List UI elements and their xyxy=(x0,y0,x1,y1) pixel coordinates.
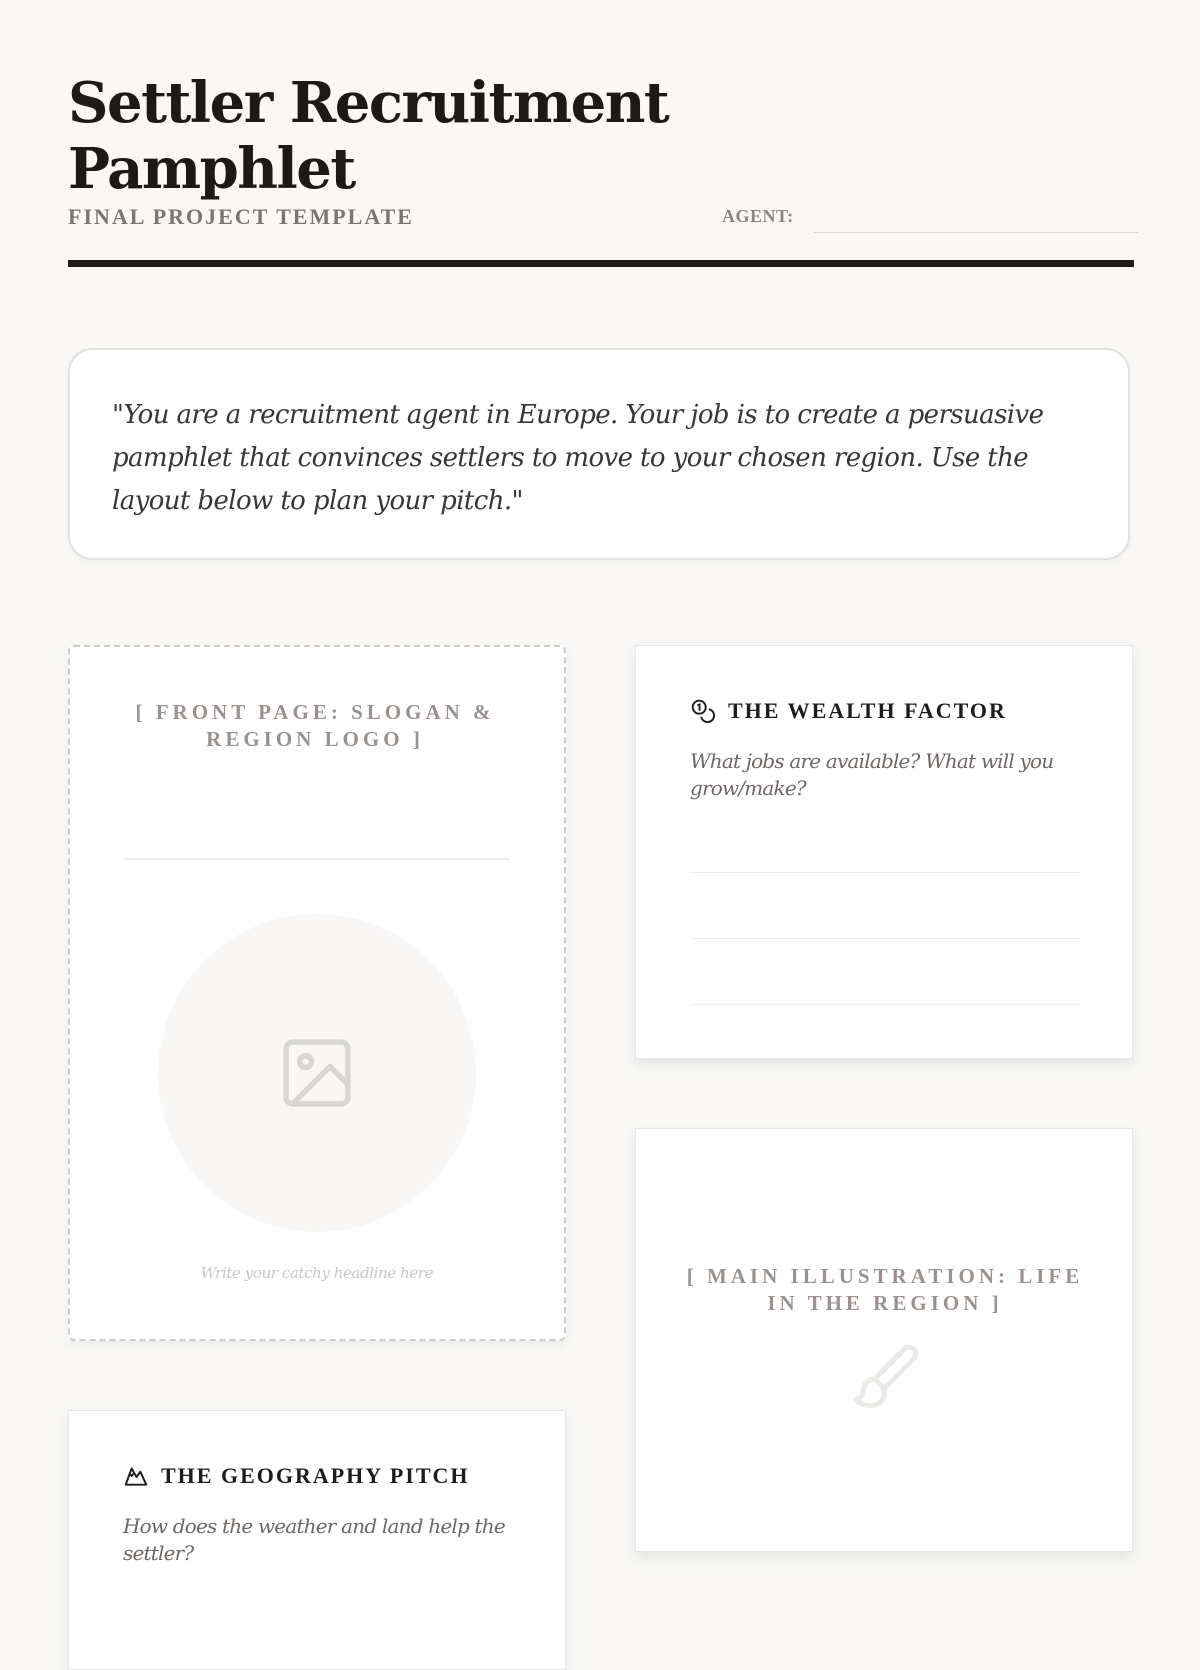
agent-label: AGENT: xyxy=(722,206,794,226)
main-illustration-card[interactable] xyxy=(635,1128,1133,1552)
front-page-heading: [ FRONT PAGE: SLOGAN & REGION LOGO ] xyxy=(135,700,495,751)
page-subtitle: FINAL PROJECT TEMPLATE xyxy=(68,204,414,229)
wealth-factor-card xyxy=(635,645,1133,1059)
slogan-line[interactable] xyxy=(124,858,510,860)
coins-icon xyxy=(690,698,716,724)
geography-pitch-question: How does the weather and land help the settler? xyxy=(123,1514,505,1565)
front-page-card[interactable] xyxy=(68,645,566,1341)
answer-line[interactable] xyxy=(690,1004,1080,1005)
wealth-factor-header xyxy=(690,698,1007,724)
headline-hint: Write your catchy headline here xyxy=(200,1264,434,1282)
prompt-box xyxy=(68,348,1130,560)
worksheet-page xyxy=(68,0,1134,1600)
paintbrush-icon xyxy=(846,1341,922,1417)
header-divider xyxy=(68,260,1134,267)
image-icon xyxy=(278,1034,356,1112)
geography-pitch-header xyxy=(123,1463,470,1489)
mountain-icon xyxy=(123,1463,149,1489)
wealth-factor-title: THE WEALTH FACTOR xyxy=(728,698,1007,723)
prompt-text: "You are a recruitment agent in Europe. Your job is to create a persuasive pamphlet that convinces settlers to move to your chosen region. Use the layout below to plan your pitch." xyxy=(112,400,1044,516)
answer-line[interactable] xyxy=(690,872,1080,873)
page-title: Settler Recruitment Pamphlet xyxy=(68,70,669,202)
answer-line[interactable] xyxy=(690,938,1080,939)
geography-pitch-title: THE GEOGRAPHY PITCH xyxy=(161,1463,470,1488)
main-illustration-heading: [ MAIN ILLUSTRATION: LIFE IN THE REGION ] xyxy=(686,1264,1084,1315)
geography-pitch-card xyxy=(68,1410,566,1670)
logo-image-placeholder[interactable] xyxy=(158,914,476,1232)
wealth-factor-question: What jobs are available? What will you grow/make? xyxy=(690,749,1054,800)
agent-name-field[interactable] xyxy=(814,230,1138,233)
